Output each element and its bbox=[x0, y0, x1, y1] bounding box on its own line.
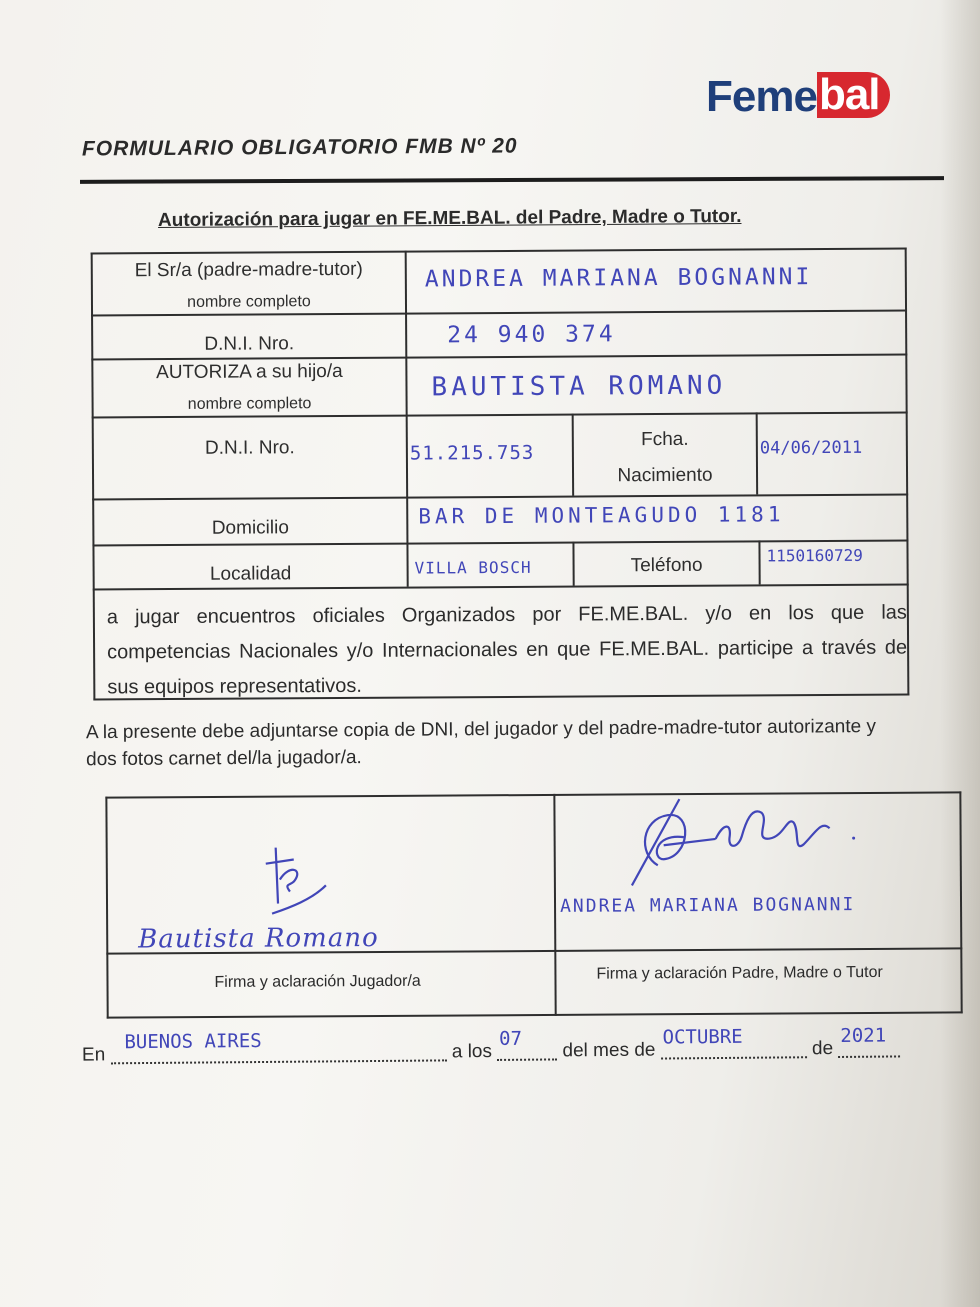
city-label: Localidad bbox=[209, 563, 292, 585]
footer-date-line bbox=[81, 1024, 901, 1068]
player-signature-label: Firma y aclaración Jugador/a bbox=[214, 972, 421, 991]
phone-value[interactable]: 1150160729 bbox=[766, 545, 863, 566]
birth-label-2: Nacimiento bbox=[617, 464, 713, 487]
parent-label: El Sr/a (padre-madre-tutor) bbox=[134, 258, 363, 282]
parent-dni-label: D.N.I. Nro. bbox=[204, 333, 295, 355]
footer-year: 2021 bbox=[840, 1024, 887, 1047]
footer-year-field[interactable] bbox=[838, 1024, 900, 1058]
footer-month-field[interactable] bbox=[661, 1025, 807, 1059]
child-sublabel: nombre completo bbox=[187, 395, 312, 413]
child-dni-label: D.N.I. Nro. bbox=[204, 437, 295, 459]
address-label: Domicilio bbox=[211, 517, 289, 539]
attachment-note: A la presente debe adjuntarse copia de DNI, del jugador y del padre-madre-tutor autorizante y dos fotos carnet del/la jugador/a. bbox=[85, 716, 876, 771]
player-signature-mark bbox=[260, 841, 340, 921]
child-dni-value[interactable]: 51.215.753 bbox=[409, 441, 535, 465]
footer-place: BUENOS AIRES bbox=[124, 1030, 262, 1054]
city-value[interactable]: VILLA BOSCH bbox=[414, 557, 532, 578]
sig-border-left bbox=[105, 797, 108, 1019]
sig-divider bbox=[553, 794, 556, 1016]
parent-signature-label: Firma y aclaración Padre, Madre o Tutor bbox=[596, 963, 883, 983]
address-value[interactable]: BAR DE MONTEAGUDO 1181 bbox=[418, 502, 785, 529]
parent-name-value[interactable]: ANDREA MARIANA BOGNANNI bbox=[424, 264, 813, 293]
birth-date-value[interactable]: 04/06/2011 bbox=[759, 437, 863, 459]
sig-border-right bbox=[959, 791, 962, 1013]
sig-border-bottom bbox=[107, 1011, 963, 1018]
footer-day-field[interactable] bbox=[497, 1027, 557, 1061]
logo-text-left: Feme bbox=[706, 72, 817, 121]
footer-del-mes-de: del mes de bbox=[562, 1039, 656, 1062]
parent-signature-mark bbox=[623, 792, 864, 893]
footer-en: En bbox=[81, 1044, 106, 1066]
footer-month: OCTUBRE bbox=[662, 1025, 743, 1049]
phone-label: Teléfono bbox=[630, 554, 703, 577]
form-subtitle: Autorización para jugar en FE.ME.BAL. del Padre, Madre o Tutor. bbox=[157, 205, 742, 232]
form-title: FORMULARIO OBLIGATORIO FMB Nº 20 bbox=[81, 134, 518, 161]
player-clarification: Bautista Romano bbox=[138, 922, 379, 955]
footer-place-field[interactable] bbox=[110, 1030, 446, 1064]
parent-sublabel: nombre completo bbox=[187, 293, 311, 311]
parent-dni-value[interactable]: 24 940 374 bbox=[447, 321, 616, 349]
parent-clarification: ANDREA MARIANA BOGNANNI bbox=[559, 894, 856, 917]
birth-label: Fcha. bbox=[640, 428, 689, 451]
footer-de: de bbox=[811, 1038, 834, 1060]
logo-text-right: bal bbox=[817, 72, 890, 118]
child-label: AUTORIZA a su hijo/a bbox=[156, 360, 343, 384]
footer-a-los: a los bbox=[451, 1040, 493, 1063]
child-name-value[interactable]: BAUTISTA ROMANO bbox=[431, 370, 727, 403]
authorization-text: a jugar encuentros oficiales Organizados por FE.ME.BAL. y/o en los que las competencias Nacionales y/o Internacionales en que FE.ME.BAL. participe a través de sus equipos representativos. bbox=[106, 601, 908, 699]
footer-day: 07 bbox=[499, 1027, 523, 1050]
